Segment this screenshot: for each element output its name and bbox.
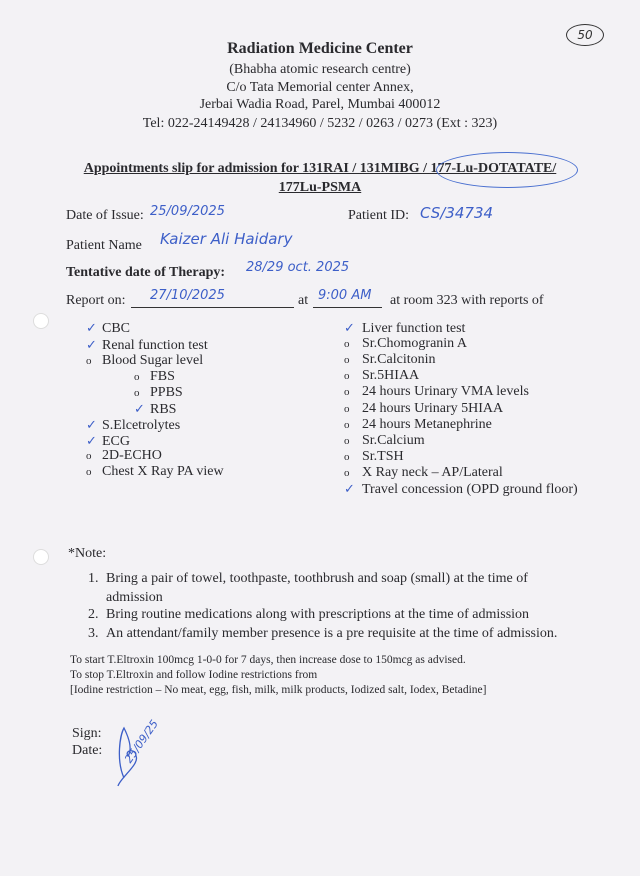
bullet-icon: o: [344, 338, 350, 351]
report-date-line: [131, 307, 294, 308]
checklist-label: S.Elcetrolytes: [102, 418, 181, 433]
bullet-icon: o: [134, 371, 140, 383]
bullet-icon: o: [344, 450, 350, 463]
bullet-icon: o: [134, 387, 140, 399]
checklist-label: Sr.Calcium: [362, 432, 425, 448]
patient-name-value: Kaizer Ali Haidary: [160, 230, 293, 248]
checkmark-icon: ✓: [86, 433, 97, 448]
checkmark-icon: ✓: [86, 320, 97, 335]
bullet-icon: o: [86, 355, 92, 367]
bullet-icon: o: [344, 418, 350, 431]
checklist-item: [86, 417, 180, 434]
checklist-item: [344, 465, 503, 481]
report-date-value: 27/10/2025: [150, 288, 225, 303]
checklist-label: 2D-ECHO: [102, 448, 162, 463]
checklist-item: [344, 481, 578, 498]
checklist-label: 24 hours Urinary VMA levels: [362, 384, 529, 400]
checklist-label: Chest X Ray PA view: [102, 464, 224, 479]
bullet-icon: o: [344, 386, 350, 399]
date-issue-label: Date of Issue:: [66, 208, 144, 223]
ink-circle: [436, 152, 578, 188]
note-item: An attendant/family member presence is a pre requisite at the time of admission.: [106, 626, 558, 641]
checkmark-icon: ✓: [86, 337, 97, 352]
checklist-label: Sr.Calcitonin: [362, 352, 436, 368]
page-number: 50: [566, 24, 604, 46]
report-label: Report on:: [66, 293, 126, 308]
bullet-icon: o: [344, 434, 350, 447]
note-item-cont: admission: [106, 590, 163, 605]
note-label: *Note:: [68, 546, 107, 561]
checkmark-icon: ✓: [344, 481, 355, 496]
note-item: Bring a pair of towel, toothpaste, toothbrush and soap (small) at the time of: [106, 571, 528, 586]
slip-title: Appointments slip for admission for 131RAI / 131MIBG / 177-Lu-DOTATATE/: [83, 161, 557, 176]
therapy-value: 28/29 oct. 2025: [246, 260, 350, 275]
checklist-item: [344, 417, 492, 433]
checklist-label: CBC: [102, 321, 131, 336]
checkmark-icon: ✓: [344, 320, 355, 335]
date-label: Date:: [72, 743, 103, 758]
note-number: 1.: [88, 571, 99, 586]
checklist-item: [86, 320, 130, 337]
instruction-line: To start T.Eltroxin 100mcg 1-0-0 for 7 days, then increase dose to 150mcg as advised.: [70, 654, 466, 666]
checklist-item: [86, 337, 208, 354]
bullet-icon: o: [344, 402, 350, 415]
checklist-item: [134, 369, 175, 385]
checklist-item: [86, 448, 162, 464]
checklist-item: [344, 433, 425, 449]
room-text: at room 323 with reports of: [390, 293, 544, 308]
checklist-item: [344, 352, 436, 368]
checklist-label: Sr.Chomogranin A: [362, 336, 468, 352]
checklist-label: ECG: [102, 434, 130, 449]
checklist-label: PPBS: [150, 385, 183, 400]
checklist-label: X Ray neck – AP/Lateral: [362, 464, 503, 480]
patient-name-label: Patient Name: [66, 238, 142, 253]
checklist-label: Blood Sugar level: [102, 353, 204, 368]
checklist-item: [134, 401, 176, 418]
address: Jerbai Wadia Road, Parel, Mumbai 400012: [199, 97, 441, 112]
checklist-item: [86, 464, 224, 480]
org-sub: (Bhabha atomic research centre): [229, 62, 411, 77]
note-number: 2.: [88, 607, 99, 622]
patient-id-label: Patient ID:: [348, 208, 410, 223]
report-time-line: [313, 307, 382, 308]
checkmark-icon: ✓: [134, 401, 145, 416]
checklist-label: 24 hours Metanephrine: [362, 416, 492, 432]
checklist-label: Travel concession (OPD ground floor): [362, 482, 578, 497]
checklist-item: [86, 353, 203, 369]
punch-hole: [33, 549, 49, 565]
patient-id-value: CS/34734: [420, 204, 494, 222]
note-number: 3.: [88, 626, 99, 641]
checklist-label: RBS: [150, 402, 177, 417]
checklist-label: Sr.TSH: [362, 448, 404, 464]
checkmark-icon: ✓: [86, 417, 97, 432]
checklist-item: [344, 401, 503, 417]
note-item: Bring routine medications along with prescriptions at the time of admission: [106, 607, 530, 622]
bullet-icon: o: [344, 354, 350, 367]
date-issue-value: 25/09/2025: [150, 204, 225, 219]
checklist-label: Renal function test: [102, 338, 208, 353]
slip-title-2: 177Lu-PSMA: [278, 180, 362, 195]
bullet-icon: o: [344, 370, 350, 383]
bullet-icon: o: [344, 466, 350, 479]
checklist-item: [134, 385, 183, 401]
checklist-item: [344, 368, 419, 384]
at-label: at: [298, 293, 309, 308]
checklist-item: [344, 320, 465, 337]
sign-label: Sign:: [72, 726, 102, 741]
bullet-icon: o: [86, 450, 92, 462]
therapy-label: Tentative date of Therapy:: [66, 265, 226, 280]
punch-hole: [33, 313, 49, 329]
checklist-label: Liver function test: [362, 321, 466, 336]
instruction-line: [Iodine restriction – No meat, egg, fish, milk, milk products, Iodized salt, Iodex, Betadine]: [70, 684, 487, 696]
instruction-line: To stop T.Eltroxin and follow Iodine restrictions from: [70, 669, 318, 681]
report-time-value: 9:00 AM: [318, 288, 372, 303]
checklist-label: Sr.5HIAA: [362, 368, 420, 384]
signature-date: 25/09/25: [122, 717, 161, 766]
checklist-label: 24 hours Urinary 5HIAA: [362, 400, 504, 416]
checklist-item: [344, 336, 467, 352]
org-name: Radiation Medicine Center: [227, 40, 413, 57]
bullet-icon: o: [86, 466, 92, 478]
telephone: Tel: 022-24149428 / 24134960 / 5232 / 0263 / 0273 (Ext : 323): [142, 116, 498, 131]
checklist-label: FBS: [150, 369, 175, 384]
care-of: C/o Tata Memorial center Annex,: [226, 80, 414, 95]
checklist-item: [344, 449, 404, 465]
checklist-item: [344, 384, 529, 400]
